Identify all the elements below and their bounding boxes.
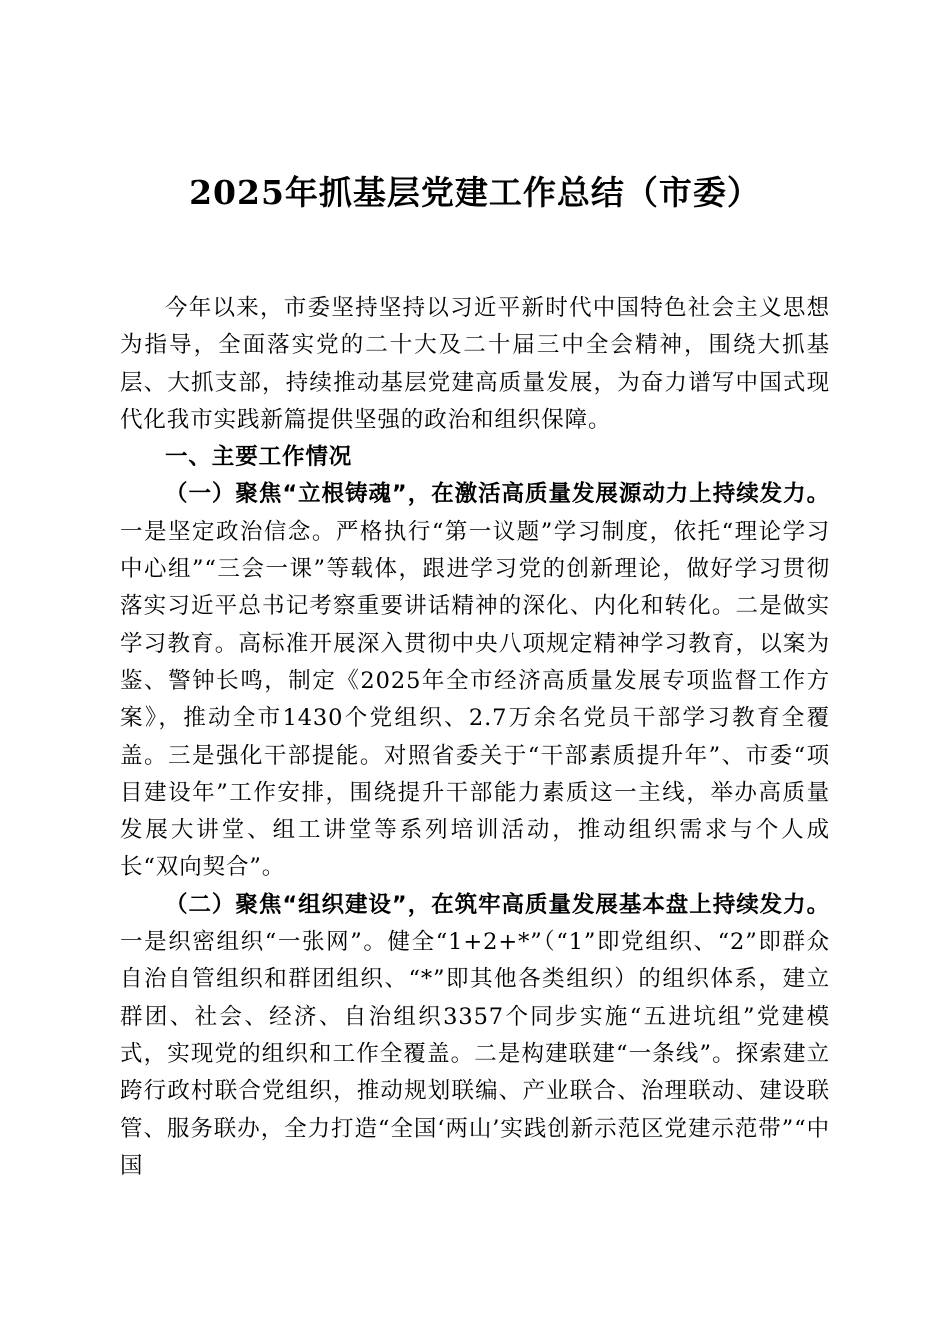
section-heading (120, 439, 830, 476)
paragraph-text: 今年以来，市委坚持坚持以习近平新时代中国特色社会主义思想为指导，全面落实党的二十大及二十届三中全会精神，围绕大抓基层、大抓支部，持续推动基层党建高质量发展，为奋力谱写中国式现代化我市实践新篇提供坚强的政治和组织保障。 (120, 295, 830, 433)
subsection-paragraph-1 (120, 476, 830, 886)
document-body (120, 290, 830, 1185)
subsection-lead: （二）聚焦“组织建设”，在筑牢高质量发展基本盘上持续发力。 (165, 891, 830, 918)
paragraph-text: 一是坚定政治信念。严格执行“第一议题”学习制度，依托“理论学习中心组”“三会一课”等载体，跟进学习党的创新理论，做好学习贯彻落实习近平总书记考察重要讲话精神的深化、内化和转化。二是做实学习教育。高标准开展深入贯彻中央八项规定精神学习教育，以案为鉴、警钟长鸣，制定《2025年全市经济高质量发展专项监督工作方案》，推动全市1430个党组织、2.7万余名党员干部学习教育全覆盖。三是强化干部提能。对照省委关于“干部素质提升年”、市委“项目建设年”工作安排，围绕提升干部能力素质这一主线，举办高质量发展大讲堂、组工讲堂等系列培训活动，推动组织需求与个人成长“双向契合”。 (120, 518, 830, 881)
subsection-paragraph-2 (120, 887, 830, 1185)
intro-paragraph (120, 290, 830, 439)
subsection-lead: （一）聚焦“立根铸魂”，在激活高质量发展源动力上持续发力。 (165, 481, 830, 508)
document-title: 2025年抓基层党建工作总结（市委） (189, 173, 761, 212)
paragraph-text: 一是织密组织“一张网”。健全“1+2+*”（“1”即党组织、“2”即群众自治自管组织和群团组织、“*”即其他各类组织）的组织体系，建立群团、社会、经济、自治组织3357个同步实施“五进坑组”党建模式，实现党的组织和工作全覆盖。二是构建联建“一条线”。探索建立跨行政村联合党组织，推动规划联编、产业联合、治理联动、建设联管、服务联办，全力打造“全国‘两山’实践创新示范区党建示范带”“中国 (120, 929, 830, 1179)
section-heading-text: 一、主要工作情况 (165, 444, 353, 471)
